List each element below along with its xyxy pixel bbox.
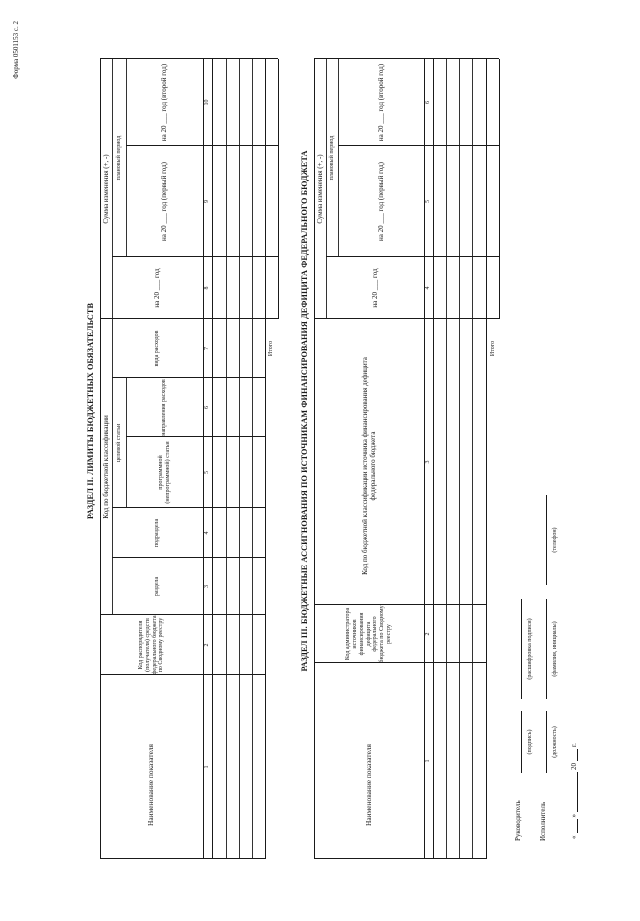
col-num-7: 7 — [204, 347, 211, 350]
col-target-article-header: целевой статьи — [115, 423, 122, 463]
col-sum-change-header-s3: Сумма изменения (+, -) — [315, 154, 324, 224]
head-label: Руководитель — [513, 800, 522, 841]
col-year-current-header-s3: на 20 ___ год — [370, 268, 379, 308]
col-num-6: 6 — [204, 406, 211, 409]
col-num-3: 3 — [204, 585, 211, 588]
date-close-quote: » — [570, 814, 578, 818]
col-num-4: 4 — [204, 531, 211, 535]
head-decoding-caption: (расшифровка подписи) — [526, 618, 533, 680]
section-2-title: РАЗДЕЛ II. ЛИМИТЫ БЮДЖЕТНЫХ ОБЯЗАТЕЛЬСТВ — [86, 302, 96, 520]
col-admin-code-header: Код администратора источников финансирования дефицита федерального бюджета по Сводному реестру — [344, 605, 393, 663]
col-expense-type-header: вида расходов — [154, 330, 161, 367]
col-plan-period-header: плановый период — [115, 135, 122, 181]
head-signature-caption: (подпись) — [526, 729, 533, 755]
col-num-10: 10 — [204, 99, 211, 106]
col-num-6-s3: 6 — [425, 101, 432, 104]
col-name-header: Наименование показателя — [146, 744, 156, 826]
col-sum-change-header: Сумма изменения (+, -) — [101, 154, 110, 224]
col-num-8: 8 — [204, 286, 211, 290]
section-2-total-label: Итого — [267, 340, 274, 357]
col-year-first-header: на 20 ___ год (первый год) — [160, 162, 169, 241]
col-year-second-header-s3: на 20 ___ год (второй год) — [376, 63, 385, 142]
col-num-1: 1 — [204, 765, 211, 769]
section-3-total-label: Итого — [489, 340, 496, 357]
executor-position-caption: (должность) — [551, 726, 558, 758]
date-year-prefix: 20 — [570, 763, 578, 770]
form-reference: Форма 0501153 с. 2 — [11, 21, 20, 79]
col-plan-period-header-s3: плановый период — [328, 135, 335, 181]
date-year-suffix: г. — [570, 743, 578, 747]
col-year-second-header: на 20 ___ год (второй год) — [160, 63, 169, 142]
col-num-9: 9 — [204, 200, 211, 203]
col-num-5: 5 — [204, 471, 211, 474]
date-line — [566, 743, 578, 839]
col-section-header: раздела — [154, 576, 161, 597]
col-num-2: 2 — [204, 643, 211, 647]
col-budget-class-header: Код по бюджетной классификации — [101, 415, 110, 519]
section-3-title: РАЗДЕЛ III. БЮДЖЕТНЫЕ АССИГНОВАНИЯ ПО ИСТОЧНИКАМ ФИНАНСИРОВАНИЯ ДЕФИЦИТА ФЕДЕРАЛЬНОГО БЮДЖЕТА — [300, 150, 310, 672]
col-program-header: программной (непрограммной) статьи — [157, 441, 171, 504]
col-recipient-code-header: Код распорядителя (получателя) средств федерального бюджета по Сводному реестру — [137, 615, 165, 675]
col-num-5-s3: 5 — [425, 200, 432, 203]
executor-label: Исполнитель — [538, 801, 547, 841]
col-class-code-header: Код по бюджетной классификации источника финансирования дефицита федерального бюджета — [360, 357, 377, 575]
col-num-2-s3: 2 — [425, 632, 432, 636]
col-num-1-s3: 1 — [425, 759, 432, 763]
col-year-current-header: на 20 ___ год — [153, 268, 162, 308]
col-direction-header: направления расходов — [161, 379, 168, 436]
date-open-quote: « — [570, 835, 578, 839]
col-num-3-s3: 3 — [425, 460, 432, 464]
executor-fio-caption: (фамилия, инициалы) — [551, 621, 558, 677]
col-subsection-header: подраздела — [154, 518, 161, 548]
executor-phone-caption: (телефон) — [551, 527, 558, 553]
col-name-header-s3: Наименование показателя — [363, 744, 373, 826]
col-year-first-header-s3: на 20 ___ год (первый год) — [376, 162, 385, 241]
col-num-4-s3: 4 — [425, 286, 432, 290]
